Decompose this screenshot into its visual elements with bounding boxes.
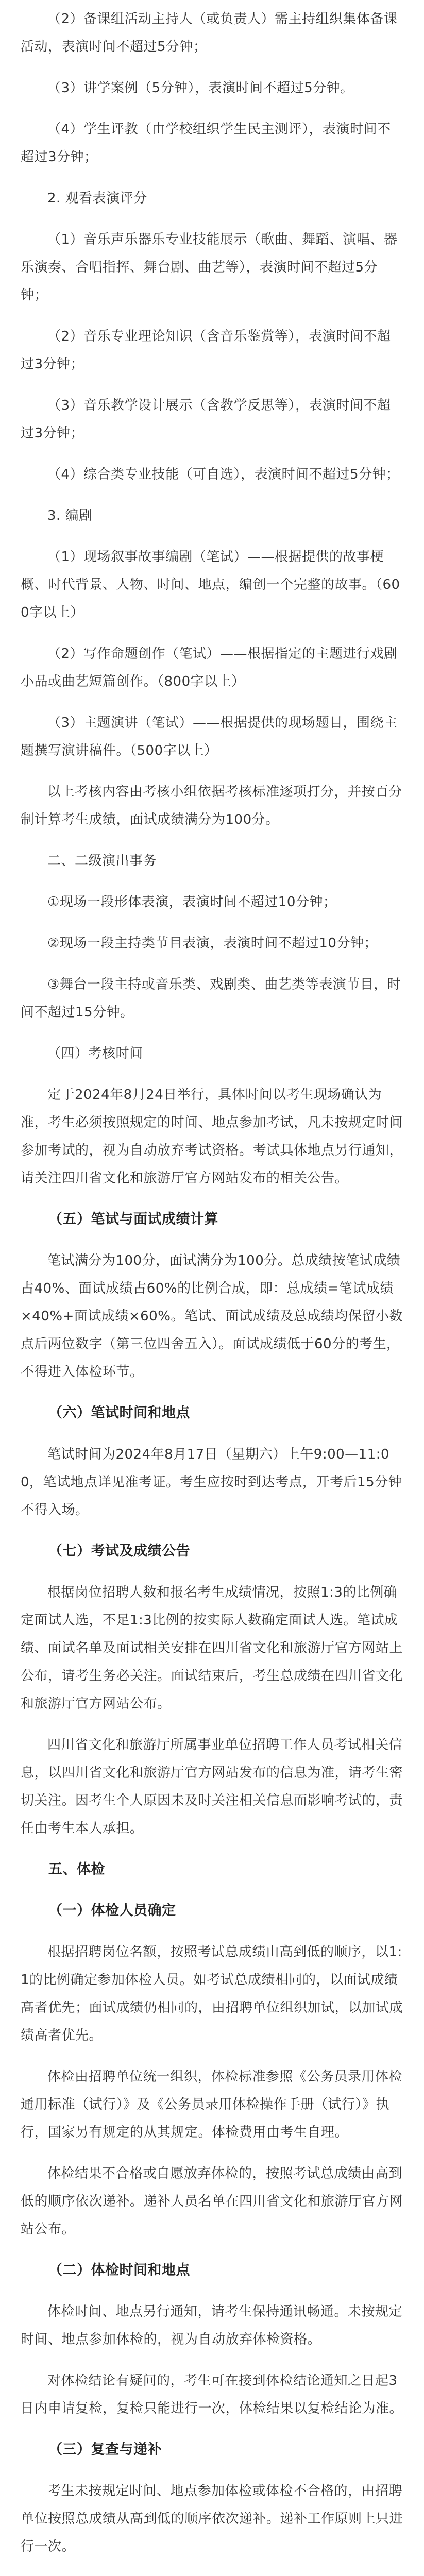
body-paragraph: 2. 观看表演评分 [47, 191, 147, 206]
body-paragraph: （1）音乐声乐器乐专业技能展示（歌曲、舞蹈、演唱、器乐演奏、合唱指挥、舞台剧、曲艺等），表演时间不超过5分钟； [21, 232, 398, 303]
body-paragraph: 笔试时间为2024年8月17日（星期六）上午9:00—11:00，笔试地点详见准考证。考生应按时到达考点，开考后15分钟不得入场。 [21, 1447, 402, 1518]
section-heading: （三）复查与递补 [48, 2442, 162, 2458]
body-paragraph: 考生未按规定时间、地点参加体检或体检不合格的，由招聘单位按照总成绩从高到低的顺序依次递补。递补工作原则上只进行一次。 [21, 2483, 403, 2554]
body-paragraph: ①现场一段形体表演，表演时间不超过10分钟； [47, 894, 337, 910]
section-heading: 五、体检 [48, 1861, 105, 1877]
body-paragraph: （2）备课组活动主持人（或负责人）需主持组织集体备课活动，表演时间不超过5分钟； [21, 11, 398, 55]
body-paragraph: 二、二级演出事务 [47, 853, 157, 869]
body-paragraph: 体检由招聘单位统一组织，体检标准参照《公务员录用体检通用标准（试行）》及《公务员录用体检操作手册（试行）》执行，国家另有规定的从其规定。体检费用由考生自理。 [21, 2069, 403, 2140]
body-paragraph: ②现场一段主持类节目表演，表演时间不超过10分钟； [47, 936, 378, 951]
body-paragraph: 根据岗位招聘人数和报名考生成绩情况，按照1:3的比例确定面试人选，不足1:3比例的按实际人数确定面试人选。笔试成绩、面试名单及面试相关安排在四川省文化和旅游厅官方网站上公布，请考生务必关注。面试结束后，考生总成绩在四川省文化和旅游厅官方网站公布。 [21, 1585, 403, 1711]
body-paragraph: 对体检结论有疑问的，考生可在接到体检结论通知之日起3日内申请复检，复检只能进行一次，体检结果以复检结论为准。 [21, 2373, 403, 2416]
section-heading: （五）笔试与面试成绩计算 [48, 1211, 218, 1227]
body-paragraph: （4）学生评教（由学校组织学生民主测评），表演时间不超过3分钟； [21, 122, 391, 165]
section-heading: （七）考试及成绩公告 [48, 1543, 190, 1559]
body-paragraph: 体检时间、地点另行通知，请考生保持通讯畅通。未按规定时间、地点参加体检的，视为自动放弃体检资格。 [21, 2304, 403, 2347]
section-heading: （六）笔试时间和地点 [48, 1405, 190, 1421]
body-paragraph: 定于2024年8月24日举行，具体时间以考生现场确认为准，考生必须按照规定的时间、地点参加考试，凡未按规定时间参加考试的，视为自动放弃考试资格。考试具体地点另行通知，请关注四川省文化和旅游厅官方网站发布的相关公告。 [21, 1087, 403, 1186]
section-heading: （一）体检人员确定 [48, 1903, 176, 1919]
body-paragraph: （4）综合类专业技能（可自选），表演时间不超过5分钟； [47, 467, 400, 482]
body-paragraph: 笔试满分为100分，面试满分为100分。总成绩按笔试成绩占40%、面试成绩占60%的比例合成，即：总成绩=笔试成绩×40%+面试成绩×60%。笔试、面试成绩及总成绩均保留小数点后两位数字（第三位四舍五入）。面试成绩低于60分的考生，不得进入体检环节。 [21, 1253, 403, 1380]
section-heading [21, 2574, 403, 2576]
section-heading: （二）体检时间和地点 [48, 2262, 190, 2278]
body-paragraph: 3. 编剧 [47, 508, 93, 523]
body-paragraph: （2）写作命题创作（笔试）——根据指定的主题进行戏剧小品或曲艺短篇创作。（800字以上） [21, 646, 398, 689]
body-paragraph: （2）音乐专业理论知识（含音乐鉴赏等），表演时间不超过3分钟； [21, 329, 391, 372]
body-paragraph: 以上考核内容由考核小组依据考核标准逐项打分，并按百分制计算考生成绩，面试成绩满分为100分。 [21, 784, 403, 827]
body-paragraph: ③舞台一段主持或音乐类、戏剧类、曲艺类等表演节目，时间不超过15分钟。 [21, 977, 401, 1020]
body-paragraph: （3）讲学案例（5分钟），表演时间不超过5分钟。 [47, 80, 354, 96]
body-paragraph: 根据招聘岗位名额，按照考试总成绩由高到低的顺序，以1:1的比例确定参加体检人员。如考试总成绩相同的，以面试成绩高者优先；面试成绩仍相同的，由招聘单位组织加试，以加试成绩高者优先。 [21, 1944, 403, 2043]
body-paragraph: （四）考核时间 [47, 1046, 143, 1061]
body-paragraph: （1）现场叙事故事编剧（笔试）——根据提供的故事梗概、时代背景、人物、时间、地点，编创一个完整的故事。（600字以上） [21, 549, 400, 620]
body-paragraph: 体检结果不合格或自愿放弃体检的，按照考试总成绩由高到低的顺序依次递补。递补人员名单在四川省文化和旅游厅官方网站公布。 [21, 2166, 403, 2237]
body-paragraph: （3）主题演讲（笔试）——根据提供的现场题目，围绕主题撰写演讲稿件。（500字以上） [21, 715, 398, 758]
body-paragraph: 四川省文化和旅游厅所属事业单位招聘工作人员考试相关信息，以四川省文化和旅游厅官方网站发布的信息为准，请考生密切关注。因考生个人原因未及时关注相关信息而影响考试的，责任由考生本人承担。 [21, 1737, 403, 1836]
body-paragraph: （3）音乐教学设计展示（含教学反思等），表演时间不超过3分钟； [21, 398, 391, 441]
